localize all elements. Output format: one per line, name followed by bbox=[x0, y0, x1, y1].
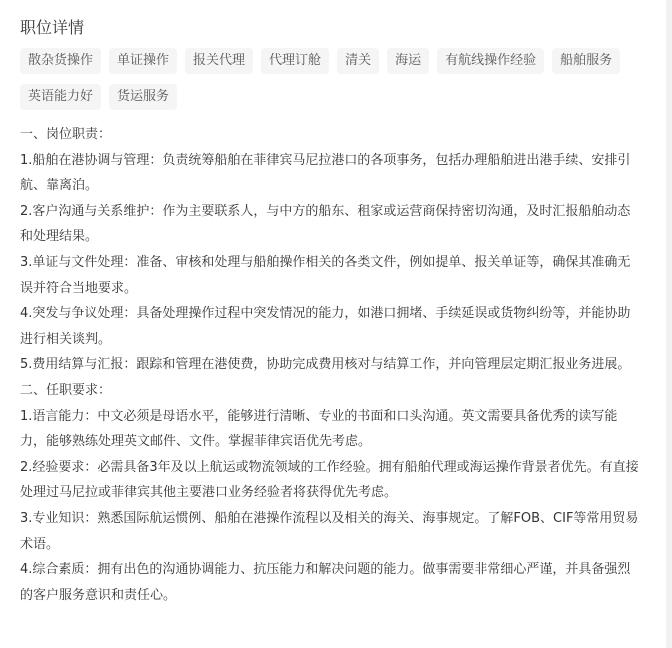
description-heading: 一、岗位职责： bbox=[20, 127, 112, 142]
tag[interactable]: 散杂货操作 bbox=[20, 48, 101, 74]
description-item: 4.综合素质：拥有出色的沟通协调能力、抗压能力和解决问题的能力。做事需要非常细心严谨，并具备强烈的客户服务意识和责任心。 bbox=[20, 562, 631, 603]
tag[interactable]: 有航线操作经验 bbox=[437, 48, 544, 74]
description-item: 5.费用结算与汇报：跟踪和管理在港使费，协助完成费用核对与结算工作，并向管理层定期汇报业务进展。 bbox=[20, 357, 631, 373]
job-detail-panel bbox=[20, 14, 640, 608]
description-item: 4.突发与争议处理：具备处理操作过程中突发情况的能力，如港口拥堵、手续延误或货物纠纷等，并能协助进行相关谈判。 bbox=[20, 306, 631, 347]
scrollbar[interactable] bbox=[666, 0, 672, 648]
section-title: 职位详情 bbox=[20, 18, 85, 37]
tag[interactable]: 船舶服务 bbox=[552, 48, 620, 74]
tag[interactable]: 海运 bbox=[387, 48, 429, 74]
tag[interactable]: 代理订舱 bbox=[261, 48, 329, 74]
tag[interactable]: 报关代理 bbox=[185, 48, 253, 74]
description-item: 2.客户沟通与关系维护：作为主要联系人，与中方的船东、租家或运营商保持密切沟通，及时汇报船舶动态和处理结果。 bbox=[20, 203, 631, 245]
description-item: 3.专业知识：熟悉国际航运惯例、船舶在港操作流程以及相关的海关、海事规定。了解FOB、CIF等常用贸易术语。 bbox=[20, 510, 639, 552]
tag[interactable]: 单证操作 bbox=[109, 48, 177, 74]
tag[interactable]: 货运服务 bbox=[109, 84, 177, 110]
tag[interactable]: 清关 bbox=[337, 48, 379, 74]
job-description bbox=[20, 122, 640, 608]
tag[interactable]: 英语能力好 bbox=[20, 84, 101, 110]
description-item: 1.语言能力：中文必须是母语水平，能够进行清晰、专业的书面和口头沟通。英文需要具备优秀的读写能力，能够熟练处理英文邮件、文件。掌握菲律宾语优先考虑。 bbox=[20, 408, 618, 450]
description-item: 2.经验要求：必需具备3年及以上航运或物流领域的工作经验。拥有船舶代理或海运操作背景者优先。有直接处理过马尼拉或菲律宾其他主要港口业务经验者将获得优先考虑。 bbox=[20, 459, 639, 501]
description-heading: 二、任职要求： bbox=[20, 382, 112, 398]
description-item: 3.单证与文件处理：准备、审核和处理与船舶操作相关的各类文件，例如提单、报关单证等，确保其准确无误并符合当地要求。 bbox=[20, 254, 631, 296]
description-item: 1.船舶在港协调与管理：负责统筹船舶在菲律宾马尼拉港口的各项事务，包括办理船舶进出港手续、安排引航、靠离泊。 bbox=[20, 152, 631, 194]
skill-tags bbox=[20, 48, 640, 110]
